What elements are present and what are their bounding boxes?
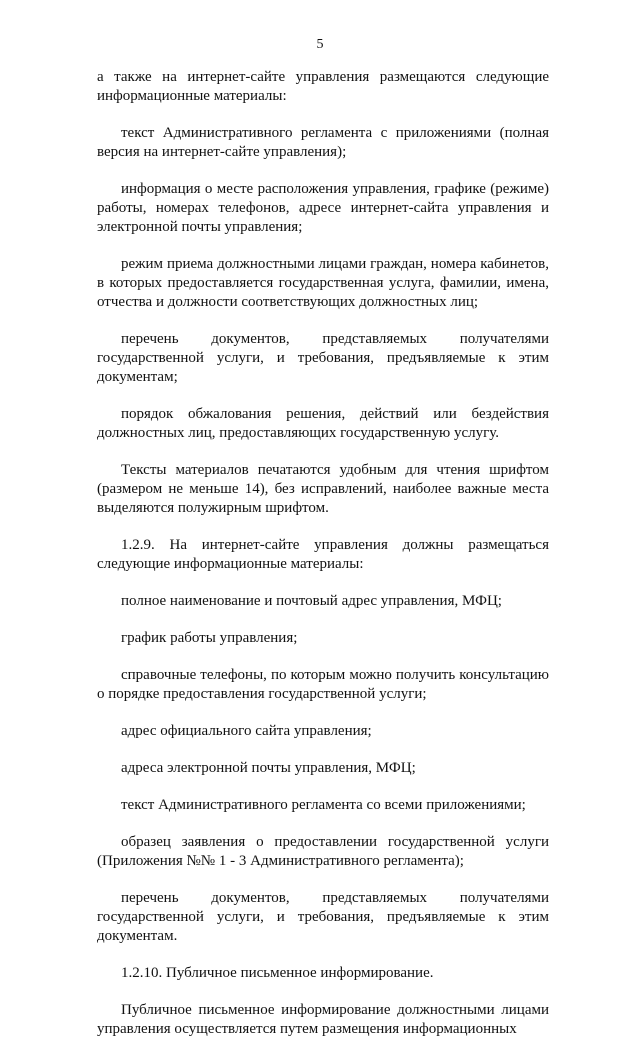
paragraph: график работы управления;	[121, 630, 298, 646]
paragraph: справочные телефоны, по которым можно получить консультацию о порядке предоставления государственной услуги;	[97, 667, 549, 702]
paragraph: текст Административного регламента с приложениями (полная версия на интернет-сайте управления);	[97, 125, 549, 160]
paragraph: адреса электронной почты управления, МФЦ;	[121, 760, 416, 776]
paragraph: перечень документов, представляемых получателями государственной услуги, и требования, предъявляемые к этим документам;	[97, 331, 549, 385]
page-number: 5	[316, 37, 324, 52]
paragraph: Публичное письменное информирование должностными лицами управления осуществляется путем размещения информационных	[97, 1002, 549, 1037]
paragraph: полное наименование и почтовый адрес управления, МФЦ;	[121, 593, 502, 609]
paragraph: информация о месте расположения управления, графике (режиме) работы, номерах телефонов, адресе интернет-сайта управления и электронной почты управления;	[97, 181, 549, 235]
paragraph: порядок обжалования решения, действий или бездействия должностных лиц, предоставляющих государственную услугу.	[97, 406, 549, 441]
paragraph: образец заявления о предоставлении государственной услуги (Приложения №№ 1 - 3 Административного регламента);	[97, 834, 549, 869]
paragraph: режим приема должностными лицами граждан, номера кабинетов, в которых предоставляется государственная услуга, фамилии, имена, отчества и должности соответствующих должностных лиц;	[97, 256, 549, 310]
paragraph: перечень документов, представляемых получателями государственной услуги, и требования, предъявляемые к этим документам.	[97, 890, 549, 944]
paragraph: 1.2.10. Публичное письменное информирование.	[121, 965, 434, 981]
document-body	[97, 68, 549, 1039]
paragraph: текст Административного регламента со всеми приложениями;	[121, 797, 526, 813]
paragraph: адрес официального сайта управления;	[121, 723, 372, 739]
paragraph: Тексты материалов печатаются удобным для чтения шрифтом (размером не меньше 14), без исправлений, наиболее важные места выделяются полужирным шрифтом.	[97, 462, 549, 516]
paragraph: а также на интернет-сайте управления размещаются следующие информационные материалы:	[97, 69, 549, 104]
paragraph: 1.2.9. На интернет-сайте управления должны размещаться следующие информационные материалы:	[97, 537, 549, 572]
